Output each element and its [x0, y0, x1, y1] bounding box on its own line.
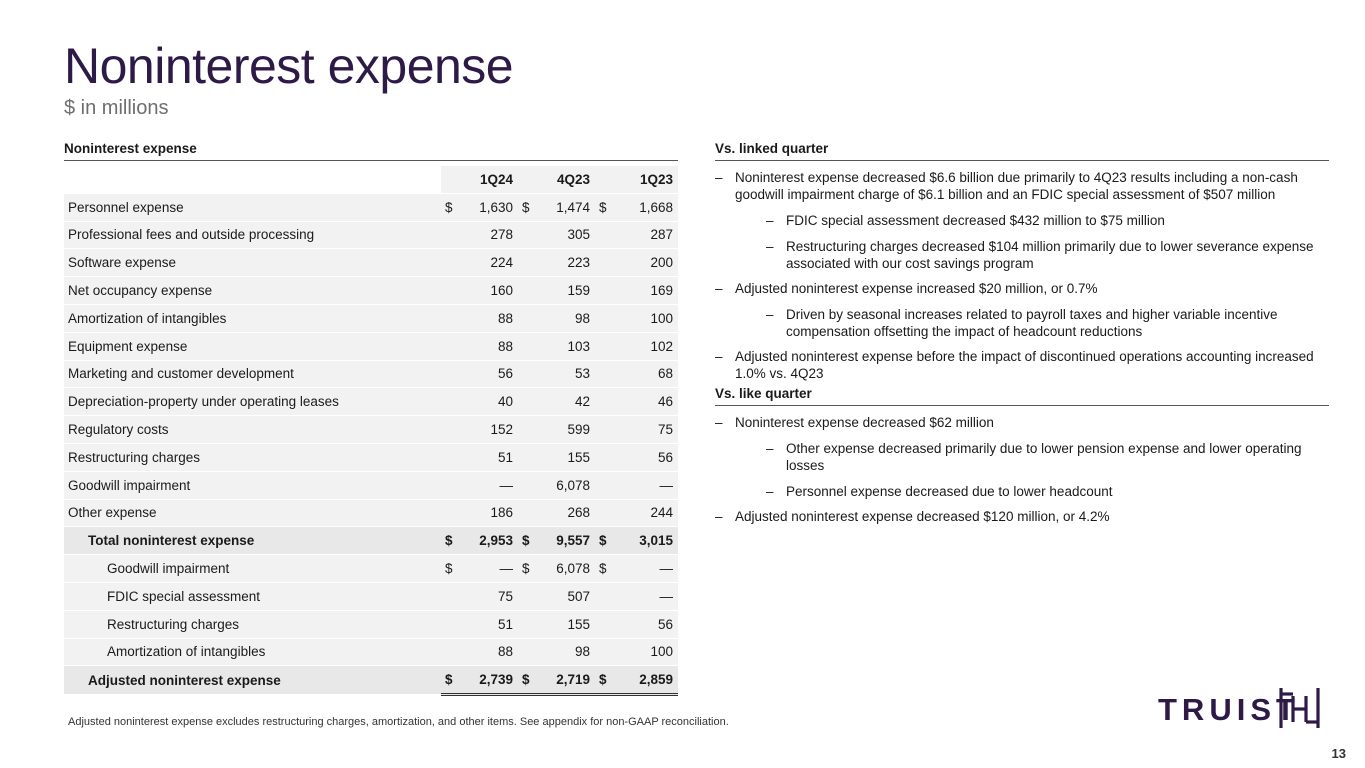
dash-icon: –: [766, 307, 774, 322]
table-row: [64, 555, 678, 583]
currency-symbol: [518, 249, 536, 277]
col-header-1q23: 1Q23: [613, 166, 678, 193]
cell-value: 56: [613, 443, 678, 471]
cell-value: 75: [613, 416, 678, 444]
row-label: Goodwill impairment: [64, 471, 441, 499]
bullet-text: Adjusted noninterest expense decreased $120 million, or 4.2%: [735, 509, 1110, 524]
cell-value: 9,557: [536, 527, 595, 555]
currency-symbol: $: [518, 555, 536, 583]
bullet-text: Adjusted noninterest expense before the impact of discontinued operations accounting increased 1.0% vs. 4Q23: [735, 349, 1314, 381]
bullet-text: Adjusted noninterest expense increased $20 million, or 0.7%: [735, 281, 1098, 296]
bullet-item: [715, 280, 1329, 297]
currency-symbol: [441, 249, 459, 277]
cell-value: —: [613, 555, 678, 583]
cell-value: 46: [613, 388, 678, 416]
row-label: Goodwill impairment: [64, 555, 441, 583]
dash-icon: –: [766, 484, 774, 499]
currency-symbol: [595, 499, 613, 527]
row-label: Personnel expense: [64, 193, 441, 221]
like-quarter-bullets: [715, 414, 1329, 525]
dash-icon: –: [715, 170, 723, 185]
currency-symbol: [595, 221, 613, 249]
dash-icon: –: [715, 415, 723, 430]
table-row: [64, 582, 678, 610]
cell-value: 1,630: [459, 193, 518, 221]
currency-symbol: $: [441, 193, 459, 221]
page-subtitle: $ in millions: [64, 97, 169, 119]
currency-symbol: [441, 638, 459, 666]
currency-symbol: $: [441, 527, 459, 555]
cell-value: 1,668: [613, 193, 678, 221]
cell-value: 75: [459, 582, 518, 610]
currency-symbol: $: [595, 527, 613, 555]
currency-symbol: [518, 416, 536, 444]
cell-value: 599: [536, 416, 595, 444]
cell-value: 100: [613, 304, 678, 332]
cell-value: 186: [459, 499, 518, 527]
bullet-item: [715, 212, 1329, 229]
cell-value: —: [613, 471, 678, 499]
table-row: [64, 527, 678, 555]
currency-symbol: [518, 304, 536, 332]
bullet-text: FDIC special assessment decreased $432 million to $75 million: [786, 213, 1165, 228]
cell-value: 152: [459, 416, 518, 444]
bullet-item: [715, 306, 1329, 340]
bullet-text: Driven by seasonal increases related to payroll taxes and higher variable incentive compensation offsetting the impact of headcount reductions: [786, 307, 1278, 339]
currency-symbol: [518, 388, 536, 416]
currency-symbol: [441, 582, 459, 610]
currency-symbol: [518, 582, 536, 610]
currency-symbol: [595, 471, 613, 499]
currency-symbol: [441, 499, 459, 527]
cell-value: 2,859: [613, 666, 678, 695]
cell-value: 223: [536, 249, 595, 277]
cell-value: 200: [613, 249, 678, 277]
row-label: Marketing and customer development: [64, 360, 441, 388]
cell-value: 2,719: [536, 666, 595, 695]
cell-value: 155: [536, 610, 595, 638]
linked-quarter-heading: Vs. linked quarter: [715, 141, 1329, 161]
cell-value: 224: [459, 249, 518, 277]
currency-symbol: [595, 388, 613, 416]
cell-value: 155: [536, 443, 595, 471]
currency-symbol: [518, 610, 536, 638]
currency-symbol: [518, 360, 536, 388]
table-header-row: [64, 166, 678, 193]
cell-value: 100: [613, 638, 678, 666]
row-label: Regulatory costs: [64, 416, 441, 444]
cell-value: 3,015: [613, 527, 678, 555]
header-blank: [64, 166, 441, 193]
cell-value: 88: [459, 332, 518, 360]
cell-value: 102: [613, 332, 678, 360]
cell-value: 42: [536, 388, 595, 416]
cell-value: 244: [613, 499, 678, 527]
bullet-text: Personnel expense decreased due to lower headcount: [786, 484, 1113, 499]
row-label: Amortization of intangibles: [64, 638, 441, 666]
table-row: [64, 443, 678, 471]
currency-symbol: $: [595, 193, 613, 221]
cell-value: 1,474: [536, 193, 595, 221]
bullet-item: [715, 508, 1329, 525]
dash-icon: –: [766, 213, 774, 228]
cell-value: 507: [536, 582, 595, 610]
cell-value: 159: [536, 277, 595, 305]
currency-symbol: [441, 388, 459, 416]
table-row: [64, 332, 678, 360]
currency-symbol: [595, 277, 613, 305]
table-row: [64, 499, 678, 527]
table-row: [64, 277, 678, 305]
table-row: [64, 638, 678, 666]
currency-symbol: [595, 360, 613, 388]
table-row: [64, 666, 678, 695]
cell-value: 2,739: [459, 666, 518, 695]
row-label: Other expense: [64, 499, 441, 527]
bullet-text: Other expense decreased primarily due to lower pension expense and lower operating losses: [786, 441, 1302, 473]
table-row: [64, 416, 678, 444]
currency-symbol: [518, 638, 536, 666]
currency-symbol: [441, 304, 459, 332]
currency-symbol: $: [518, 527, 536, 555]
currency-symbol: [518, 332, 536, 360]
cell-value: 56: [613, 610, 678, 638]
currency-symbol: $: [518, 193, 536, 221]
table-row: [64, 360, 678, 388]
cell-value: 160: [459, 277, 518, 305]
cell-value: 40: [459, 388, 518, 416]
currency-symbol: [518, 499, 536, 527]
row-label: Amortization of intangibles: [64, 304, 441, 332]
row-label: Professional fees and outside processing: [64, 221, 441, 249]
page-title: Noninterest expense: [64, 38, 514, 94]
table-row: [64, 249, 678, 277]
expense-table: [64, 166, 678, 696]
linked-quarter-bullets: [715, 169, 1329, 382]
truist-mark-icon: [1279, 688, 1320, 728]
col-header-4q23: 4Q23: [536, 166, 595, 193]
row-label: Adjusted noninterest expense: [64, 666, 441, 695]
cell-value: 305: [536, 221, 595, 249]
row-label: FDIC special assessment: [64, 582, 441, 610]
bullet-item: [715, 238, 1329, 272]
currency-symbol: [518, 443, 536, 471]
currency-symbol: [441, 610, 459, 638]
cell-value: 51: [459, 610, 518, 638]
cell-value: 287: [613, 221, 678, 249]
currency-symbol: [441, 332, 459, 360]
currency-symbol: [518, 277, 536, 305]
bullet-text: Noninterest expense decreased $62 million: [735, 415, 994, 430]
row-label: Restructuring charges: [64, 443, 441, 471]
table-row: [64, 388, 678, 416]
currency-symbol: [518, 221, 536, 249]
dash-icon: –: [715, 349, 723, 364]
cell-value: 56: [459, 360, 518, 388]
row-label: Equipment expense: [64, 332, 441, 360]
table-row: [64, 471, 678, 499]
table-heading: Noninterest expense: [64, 141, 678, 161]
currency-symbol: $: [518, 666, 536, 695]
bullet-item: [715, 414, 1329, 431]
currency-symbol: [441, 277, 459, 305]
bullet-item: [715, 348, 1329, 382]
row-label: Depreciation-property under operating leases: [64, 388, 441, 416]
cell-value: 98: [536, 638, 595, 666]
row-label: Software expense: [64, 249, 441, 277]
table-row: [64, 610, 678, 638]
dash-icon: –: [766, 239, 774, 254]
cell-value: 98: [536, 304, 595, 332]
logo-wordmark: TRUIST: [1158, 692, 1300, 727]
like-quarter-section: [715, 386, 1329, 525]
currency-symbol: [441, 471, 459, 499]
page-number: 13: [1331, 746, 1346, 761]
cell-value: 88: [459, 638, 518, 666]
currency-symbol: $: [595, 666, 613, 695]
dash-icon: –: [715, 509, 723, 524]
currency-symbol: [595, 582, 613, 610]
currency-symbol: [595, 304, 613, 332]
cell-value: 2,953: [459, 527, 518, 555]
bullet-item: [715, 483, 1329, 500]
cell-value: 53: [536, 360, 595, 388]
bullet-item: [715, 169, 1329, 203]
cell-value: 268: [536, 499, 595, 527]
dash-icon: –: [766, 441, 774, 456]
cell-value: 6,078: [536, 471, 595, 499]
currency-symbol: [595, 332, 613, 360]
cell-value: 103: [536, 332, 595, 360]
cell-value: 6,078: [536, 555, 595, 583]
row-label: Net occupancy expense: [64, 277, 441, 305]
linked-quarter-section: [715, 141, 1329, 382]
dash-icon: –: [715, 281, 723, 296]
currency-symbol: [595, 610, 613, 638]
footnote: Adjusted noninterest expense excludes restructuring charges, amortization, and other items. See appendix for non-GAAP reconciliation.: [68, 716, 729, 728]
currency-symbol: [441, 221, 459, 249]
table-row: [64, 193, 678, 221]
cell-value: —: [613, 582, 678, 610]
cell-value: 278: [459, 221, 518, 249]
currency-symbol: [441, 443, 459, 471]
currency-symbol: $: [595, 555, 613, 583]
truist-logo: [1158, 688, 1320, 728]
bullet-text: Noninterest expense decreased $6.6 billion due primarily to 4Q23 results including a non-cash goodwill impairment charge of $6.1 billion and an FDIC special assessment of $507 million: [735, 170, 1298, 202]
cell-value: 51: [459, 443, 518, 471]
cell-value: 169: [613, 277, 678, 305]
bullet-item: [715, 440, 1329, 474]
cell-value: 68: [613, 360, 678, 388]
currency-symbol: $: [441, 666, 459, 695]
currency-symbol: [595, 249, 613, 277]
table-row: [64, 221, 678, 249]
col-header-1q24: 1Q24: [459, 166, 518, 193]
currency-symbol: [595, 416, 613, 444]
currency-symbol: [595, 638, 613, 666]
table-row: [64, 304, 678, 332]
currency-symbol: $: [441, 555, 459, 583]
cell-value: —: [459, 555, 518, 583]
currency-symbol: [441, 360, 459, 388]
cell-value: —: [459, 471, 518, 499]
currency-symbol: [595, 443, 613, 471]
cell-value: 88: [459, 304, 518, 332]
row-label: Total noninterest expense: [64, 527, 441, 555]
currency-symbol: [441, 416, 459, 444]
bullet-text: Restructuring charges decreased $104 million primarily due to lower severance expense associated with our cost savings program: [786, 239, 1314, 271]
currency-symbol: [518, 471, 536, 499]
like-quarter-heading: Vs. like quarter: [715, 386, 1329, 406]
row-label: Restructuring charges: [64, 610, 441, 638]
